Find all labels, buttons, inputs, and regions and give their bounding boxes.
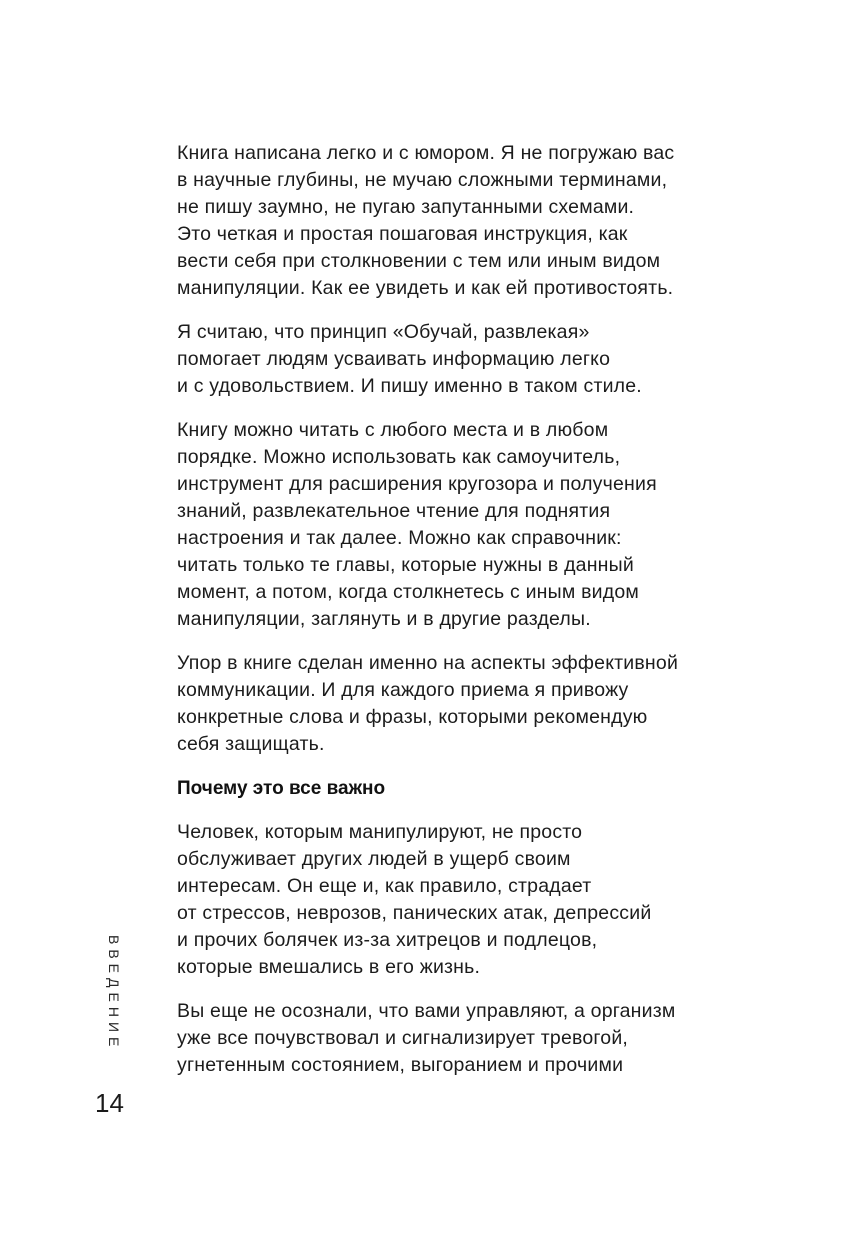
text-line: себя защищать.: [177, 733, 325, 755]
paragraph-gap: [177, 758, 737, 775]
text-line: коммуникации. И для каждого приема я привожу: [177, 679, 629, 701]
text-line: Вы еще не осознали, что вами управляют, а организм: [177, 1000, 676, 1022]
text-line: Упор в книге сделан именно на аспекты эффективной: [177, 652, 679, 674]
text-line: знаний, развлекательное чтение для поднятия: [177, 500, 611, 522]
section-heading: Почему это все важно: [177, 778, 386, 799]
text-line: манипуляции. Как ее увидеть и как ей противостоять.: [177, 277, 674, 299]
text-line: Книга написана легко и с юмором. Я не погружаю вас: [177, 142, 675, 164]
text-line: и с удовольствием. И пишу именно в таком стиле.: [177, 375, 642, 397]
paragraph-5: [177, 819, 737, 981]
text-line: Это четкая и простая пошаговая инструкция, как: [177, 223, 628, 245]
text-line: вести себя при столкновении с тем или иным видом: [177, 250, 661, 272]
paragraph-1: [177, 140, 737, 302]
text-line: настроения и так далее. Можно как справочник:: [177, 527, 622, 549]
paragraph-gap: [177, 802, 737, 819]
paragraph-gap: [177, 302, 737, 319]
text-line: и прочих болячек из-за хитрецов и подлецов,: [177, 929, 598, 951]
paragraph-2: [177, 319, 737, 400]
text-line: Человек, которым манипулируют, не просто: [177, 821, 583, 843]
body-text: [177, 140, 737, 1079]
text-line: угнетенным состоянием, выгоранием и прочими: [177, 1054, 624, 1076]
text-line: манипуляции, заглянуть и в другие разделы.: [177, 608, 591, 630]
paragraph-gap: [177, 981, 737, 998]
paragraph-3: [177, 417, 737, 633]
text-line: конкретные слова и фразы, которыми рекомендую: [177, 706, 648, 728]
text-line: читать только те главы, которые нужны в данный: [177, 554, 634, 576]
text-line: уже все почувствовал и сигнализирует тревогой,: [177, 1027, 629, 1049]
text-line: Я считаю, что принцип «Обучай, развлекая»: [177, 321, 590, 343]
page-number: 14: [95, 1088, 124, 1118]
text-line: обслуживает других людей в ущерб своим: [177, 848, 571, 870]
text-line: момент, а потом, когда столкнетесь с иным видом: [177, 581, 639, 603]
text-line: которые вмешались в его жизнь.: [177, 956, 481, 978]
paragraph-6: [177, 998, 737, 1079]
paragraph-gap: [177, 633, 737, 650]
text-line: не пишу заумно, не пугаю запутанными схемами.: [177, 196, 635, 218]
paragraph-gap: [177, 400, 737, 417]
text-line: помогает людям усваивать информацию легко: [177, 348, 611, 370]
text-line: от стрессов, неврозов, панических атак, депрессий: [177, 902, 652, 924]
text-line: инструмент для расширения кругозора и получения: [177, 473, 657, 495]
text-line: порядке. Можно использовать как самоучитель,: [177, 446, 621, 468]
section-label: ВВЕДЕНИЕ: [106, 935, 122, 1052]
text-line: Книгу можно читать с любого места и в любом: [177, 419, 609, 441]
paragraph-4: [177, 650, 737, 758]
text-line: в научные глубины, не мучаю сложными терминами,: [177, 169, 668, 191]
text-line: интересам. Он еще и, как правило, страдает: [177, 875, 592, 897]
